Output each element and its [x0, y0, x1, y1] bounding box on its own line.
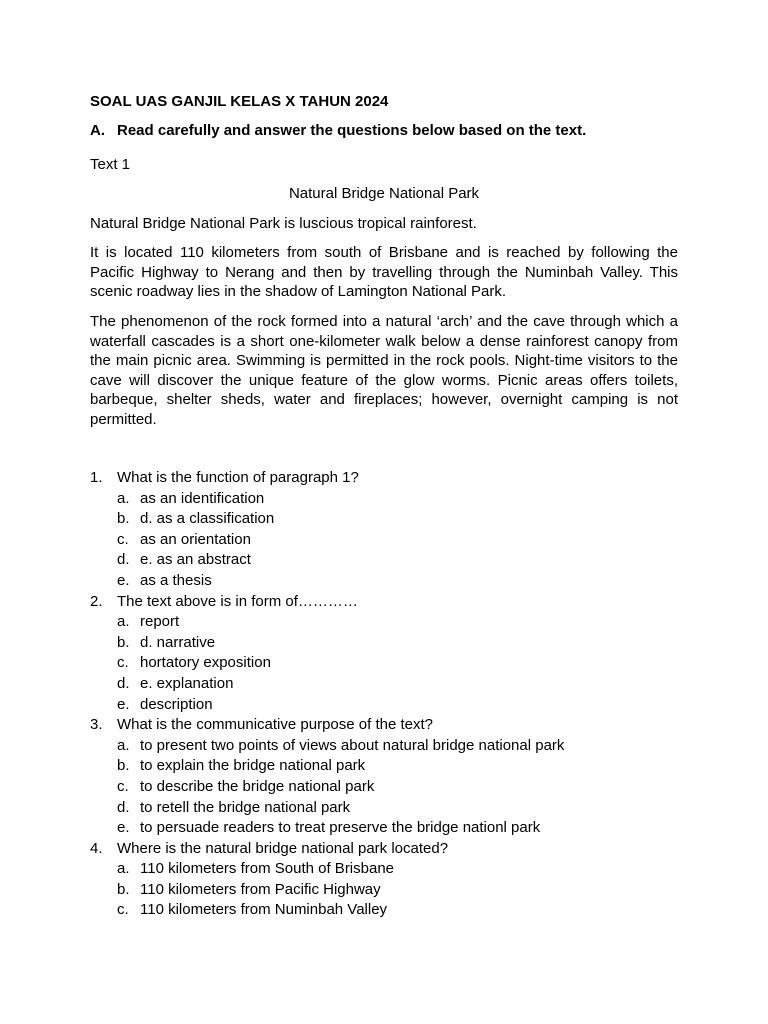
question-number: 3.	[90, 716, 103, 734]
option-text: report	[140, 613, 180, 631]
text-label: Text 1	[90, 156, 131, 173]
option-letter: c.	[117, 530, 129, 548]
question-list	[90, 468, 690, 921]
answer-option	[90, 653, 690, 674]
option-letter: c.	[117, 901, 129, 919]
option-letter: e.	[117, 819, 130, 837]
option-letter: b.	[117, 633, 130, 651]
option-letter: a.	[117, 860, 130, 878]
answer-option	[90, 612, 690, 633]
option-text: d. as a classification	[140, 510, 275, 528]
question-text: Where is the natural bridge national park located?	[117, 839, 449, 857]
option-letter: b.	[117, 880, 130, 898]
option-text: as a thesis	[140, 571, 212, 589]
question-3	[90, 715, 690, 736]
option-text: e. as an abstract	[140, 551, 251, 569]
option-letter: a.	[117, 489, 130, 507]
option-letter: a.	[117, 613, 130, 631]
option-text: 110 kilometers from South of Brisbane	[140, 860, 395, 878]
option-text: as an orientation	[140, 530, 251, 548]
answer-option	[90, 695, 690, 716]
option-text: description	[140, 695, 213, 713]
answer-option	[90, 900, 690, 921]
option-letter: e.	[117, 695, 130, 713]
option-letter: d.	[117, 674, 130, 692]
answer-option	[90, 571, 690, 592]
option-text: 110 kilometers from Pacific Highway	[140, 880, 381, 898]
question-number: 2.	[90, 592, 103, 610]
page-title: SOAL UAS GANJIL KELAS X TAHUN 2024	[90, 93, 389, 110]
question-text: What is the communicative purpose of the text?	[117, 716, 433, 734]
section-letter: A.	[90, 122, 105, 139]
answer-option	[90, 756, 690, 777]
question-1	[90, 468, 690, 489]
option-text: hortatory exposition	[140, 654, 271, 672]
answer-option	[90, 509, 690, 530]
option-text: e. explanation	[140, 674, 234, 692]
option-letter: b.	[117, 757, 130, 775]
passage-paragraph-1: Natural Bridge National Park is luscious tropical rainforest.	[90, 215, 477, 232]
section-heading	[90, 122, 586, 140]
answer-option	[90, 880, 690, 901]
passage-paragraph-3: The phenomenon of the rock formed into a natural ‘arch’ and the cave through which a waterfall cascades is a short one-kilometer walk below a dense rainforest canopy from the main picnic area. Swimming is permitted in the rock pools. Night-time visitors to the cave will discover the unique feature of the glow worms. Picnic areas offers toilets, barbeque, shelter sheds, water and fireplaces; however, overnight camping is not permitted.	[90, 313, 678, 428]
answer-option	[90, 818, 690, 839]
option-letter: c.	[117, 654, 129, 672]
answer-option	[90, 777, 690, 798]
option-text: to describe the bridge national park	[140, 777, 375, 795]
option-letter: d.	[117, 551, 130, 569]
option-letter: a.	[117, 736, 130, 754]
question-number: 1.	[90, 469, 103, 486]
answer-option	[90, 674, 690, 695]
option-text: as an identification	[140, 489, 265, 507]
answer-option	[90, 859, 690, 880]
question-4	[90, 839, 690, 860]
option-text: to present two points of views about natural bridge national park	[140, 736, 565, 754]
answer-option	[90, 736, 690, 757]
option-text: to retell the bridge national park	[140, 798, 351, 816]
question-number: 4.	[90, 839, 103, 857]
option-letter: e.	[117, 571, 130, 589]
option-letter: c.	[117, 777, 129, 795]
option-letter: d.	[117, 798, 130, 816]
option-text: 110 kilometers from Numinbah Valley	[140, 901, 388, 919]
question-text: The text above is in form of…………	[117, 592, 358, 610]
answer-option	[90, 550, 690, 571]
answer-option	[90, 633, 690, 654]
passage-title: Natural Bridge National Park	[288, 185, 480, 202]
option-letter: b.	[117, 510, 130, 528]
option-text: to explain the bridge national park	[140, 757, 366, 775]
option-text: to persuade readers to treat preserve the bridge nationl park	[140, 819, 541, 837]
answer-option	[90, 530, 690, 551]
passage-paragraph-2: It is located 110 kilometers from south of Brisbane and is reached by following the Pacific Highway to Nerang and then by travelling through the Numinbah Valley. This scenic roadway lies in the shadow of Lamington National Park.	[90, 244, 678, 300]
section-instruction: Read carefully and answer the questions below based on the text.	[117, 122, 587, 139]
option-text: d. narrative	[140, 633, 216, 651]
answer-option	[90, 798, 690, 819]
question-text: What is the function of paragraph 1?	[117, 469, 359, 486]
question-2	[90, 592, 690, 613]
answer-option	[90, 489, 690, 510]
